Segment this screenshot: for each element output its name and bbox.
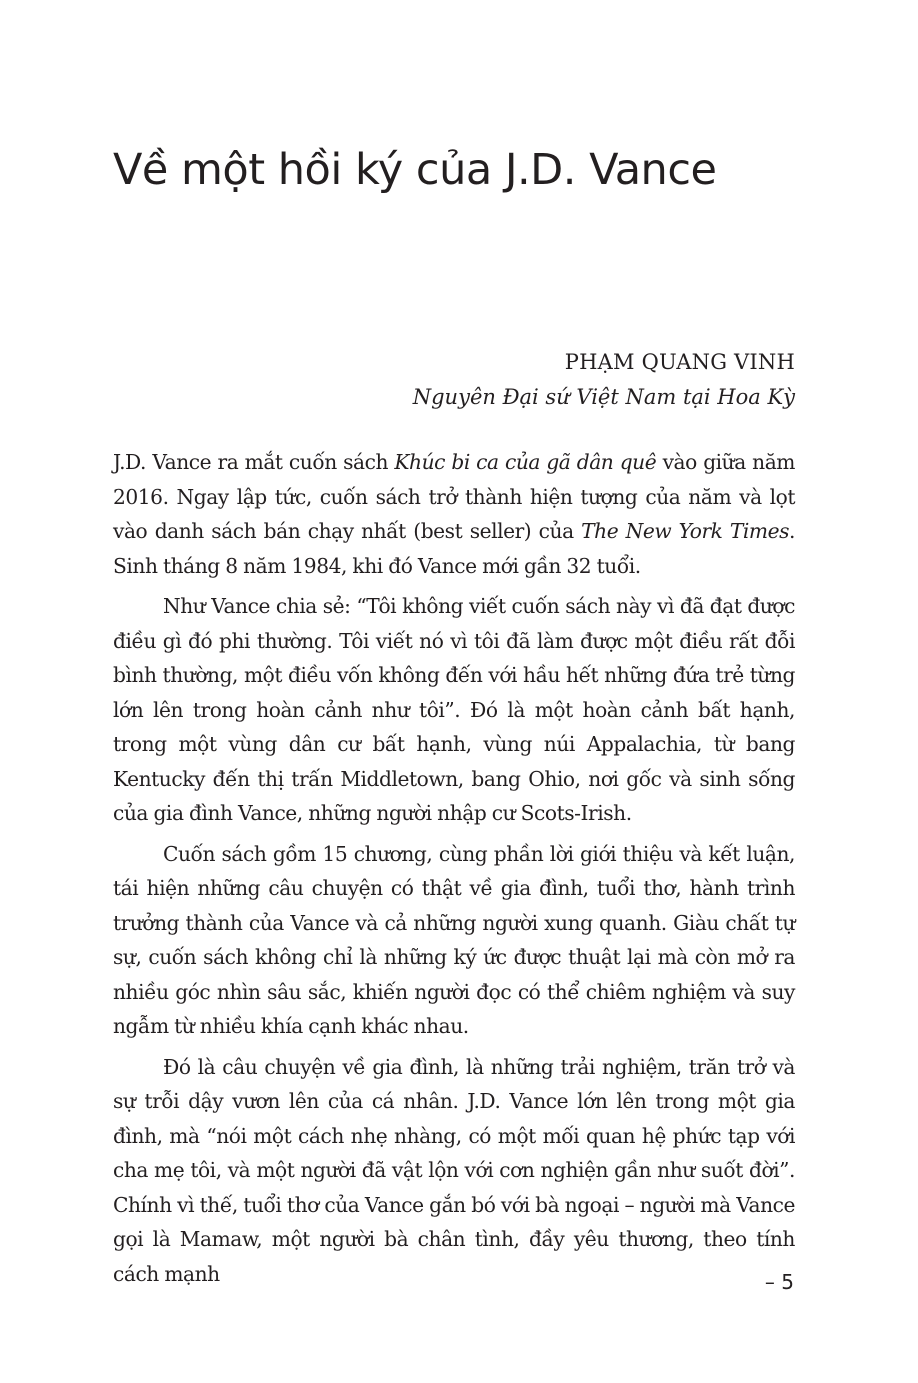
byline [413,345,795,415]
chapter-title: Về một hồi ký của J.D. Vance [113,145,717,195]
page-number: – 5 [764,1270,794,1294]
book-title: Khúc bi ca của gã dân quê [394,450,657,474]
paragraph-3: Cuốn sách gồm 15 chương, cùng phần lời giới thiệu và kết luận, tái hiện những câu chuyện có thật về gia đình, tuổi thơ, hành trình trưởng thành của Vance và cả những người xung quanh. Giàu chất tự sự, cuốn sách không chỉ là những ký ức được thuật lại mà còn mở ra nhiều góc nhìn sâu sắc, khiến người đọc có thể chiêm nghiệm và suy ngẫm từ nhiều khía cạnh khác nhau. [113,841,795,1038]
newspaper-title: The New York Times [581,519,790,543]
author-role: Nguyên Đại sứ Việt Nam tại Hoa Kỳ [412,385,795,409]
paragraph-1 [113,445,795,583]
paragraph-4: Đó là câu chuyện về gia đình, là những trải nghiệm, trăn trở và sự trỗi dậy vươn lên của cá nhân. J.D. Vance lớn lên trong một gia đình, mà “nói một cách nhẹ nhàng, có một mối quan hệ phức tạp với cha mẹ tôi, và một người đã vật lộn với cơn nghiện gần như suốt đời”. Chính vì thế, tuổi thơ của Vance gắn bó với bà ngoại – người mà Vance gọi là Mamaw, một người bà chân tình, đầy yêu thương, theo tính cách mạnh [113,1054,795,1286]
paragraph-1-part-c: . Sinh tháng 8 năm 1984, khi đó Vance mới gần 32 tuổi. [113,519,796,578]
body-text [113,445,795,1297]
paragraph-1-part-b: vào giữa năm 2016. Ngay lập tức, cuốn sách trở thành hiện tượng của năm và lọt vào danh sách bán chạy nhất (best seller) của [113,450,795,543]
paragraph-1-part-a: J.D. Vance ra mắt cuốn sách [113,450,395,474]
paragraph-2: Như Vance chia sẻ: “Tôi không viết cuốn sách này vì đã đạt được điều gì đó phi thường. Tôi viết nó vì tôi đã làm được một điều rất đỗi bình thường, một điều vốn không đến với hầu hết những đứa trẻ từng lớn lên trong hoàn cảnh như tôi”. Đó là một hoàn cảnh bất hạnh, trong một vùng dân cư bất hạnh, vùng núi Appalachia, từ bang Kentucky đến thị trấn Middletown, bang Ohio, nơi gốc và sinh sống của gia đình Vance, những người nhập cư Scots-Irish. [113,594,795,825]
author-name: PHẠM QUANG VINH [564,350,795,374]
